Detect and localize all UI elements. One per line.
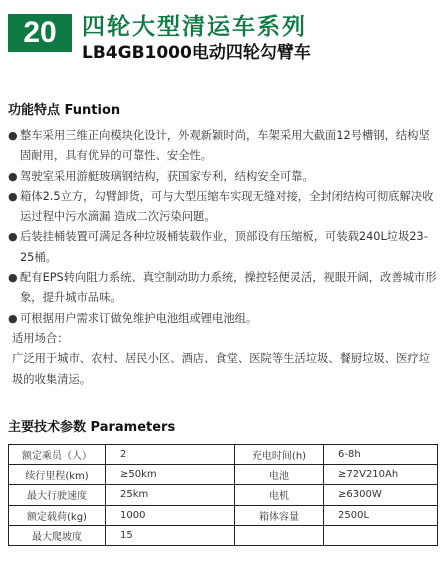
param-label: 最大爬坡度: [9, 525, 106, 545]
feature-item: [8, 126, 438, 167]
param-value: ≥50km: [106, 465, 235, 485]
features-heading: 功能特点 Funtion: [8, 103, 121, 118]
product-model-title: LB4GB1000电动四轮勾臂车: [82, 43, 311, 63]
param-label: 电池: [235, 465, 324, 485]
bullet-icon: ●: [8, 311, 18, 325]
param-label: [235, 525, 324, 545]
feature-item: [8, 227, 438, 268]
table-row: [9, 445, 438, 465]
usage-text: 广泛用于城市、农村、居民小区、酒店、食堂、医院等生活垃圾、餐厨垃圾、医疗垃圾的收集清运。: [12, 352, 430, 386]
usage-heading: 适用场合：: [12, 331, 69, 345]
param-value: 15: [106, 525, 235, 545]
param-label: 最大行驶速度: [9, 485, 106, 505]
table-row: [9, 505, 438, 525]
feature-text: 箱体2.5立方，勾臂卸货，可与大型压缩车实现无缝对接，全封闭结构可彻底解决收运过程中污水滴漏 造成二次污染问题。: [20, 189, 434, 224]
param-value: ≥6300W: [324, 485, 438, 505]
feature-item: [8, 268, 438, 309]
param-label: 额定载荷(kg): [9, 505, 106, 525]
bullet-icon: ●: [8, 230, 18, 244]
param-value: 1000: [106, 505, 235, 525]
param-value: 2500L: [324, 505, 438, 525]
param-value: ≥72V210Ah: [324, 465, 438, 485]
feature-text: 配有EPS转向阻力系统、真空制动助力系统，操控轻便灵活，视眼开阔，改善城市形象，提升城市品味。: [20, 271, 437, 305]
param-label: 充电时间(h): [235, 445, 324, 465]
param-value: 6-8h: [324, 445, 438, 465]
features-list: [8, 126, 438, 390]
param-label: 额定乘员（人）: [9, 445, 106, 465]
parameters-heading: 主要技术参数 Parameters: [8, 420, 176, 435]
param-value: 25km: [106, 485, 235, 505]
parameters-table: [8, 444, 438, 546]
feature-text: 后装挂桶装置可满足各种垃圾桶装载作业，顶部设有压缩板，可装载240L垃圾23-25桶。: [20, 230, 428, 264]
series-title: 四轮大型清运车系列: [82, 14, 307, 40]
feature-text: 驾驶室采用游艇玻璃钢结构，获国家专利，结构安全可靠。: [20, 169, 314, 183]
table-row: [9, 525, 438, 545]
feature-item: [8, 167, 438, 187]
section-number-badge: 20: [8, 14, 72, 52]
bullet-icon: ●: [8, 271, 18, 285]
bullet-icon: ●: [8, 129, 18, 142]
param-label: 电机: [235, 485, 324, 505]
table-row: [9, 465, 438, 485]
table-row: [9, 485, 438, 505]
feature-text: 整车采用三维正向模块化设计，外观新颖时尚，车架采用大截面12号槽钢，结构坚固耐用，具有优异的可靠性、安全性。: [20, 129, 430, 163]
param-value: [324, 525, 438, 545]
param-label: 箱体容量: [235, 505, 324, 525]
param-value: 2: [106, 445, 235, 465]
feature-text: 可根据用户需求订做免维护电池组或锂电池组。: [20, 311, 258, 325]
feature-item: [8, 187, 438, 228]
bullet-icon: ●: [8, 189, 18, 203]
feature-item: [8, 309, 438, 329]
param-label: 续行里程(km): [9, 465, 106, 485]
bullet-icon: ●: [8, 169, 18, 183]
